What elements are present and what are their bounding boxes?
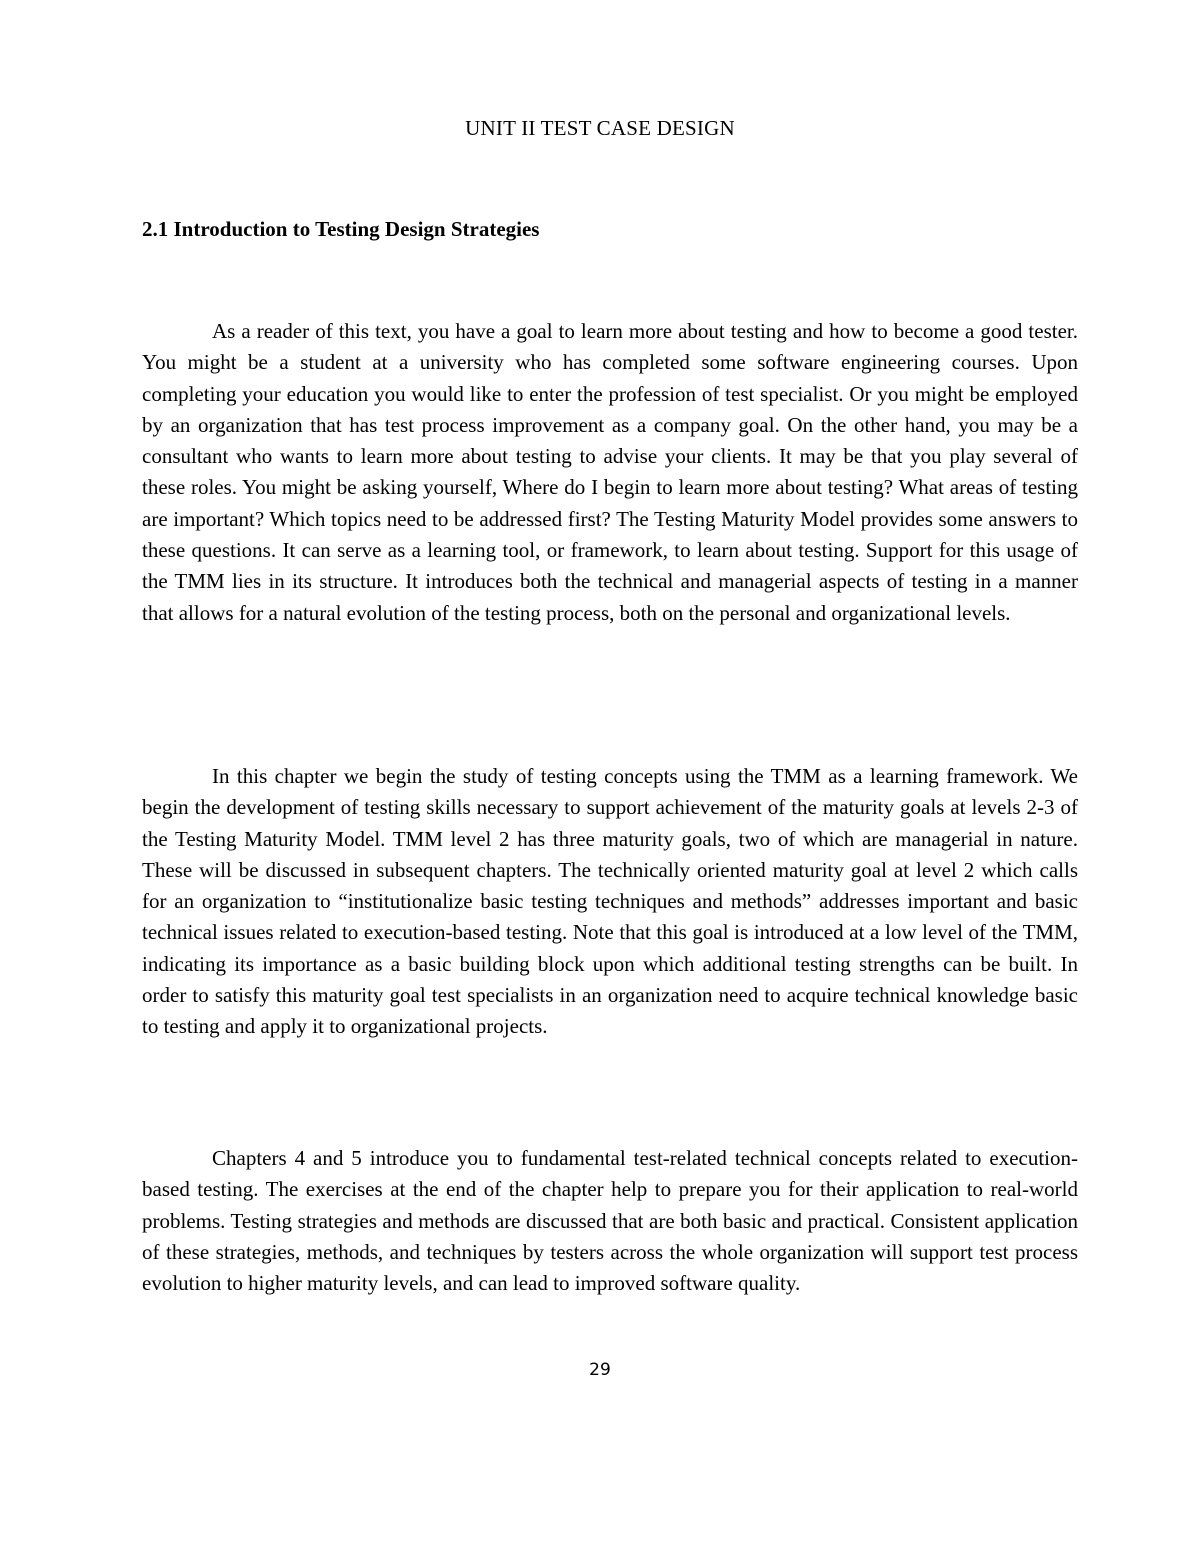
section-heading: 2.1 Introduction to Testing Design Strategies	[142, 217, 540, 241]
body-paragraph: As a reader of this text, you have a goal to learn more about testing and how to become a good tester. You might be a student at a university who has completed some software engineering courses. Upon completing your education you would like to enter the profession of test specialist. Or you might be employed by an organization that has test process improvement as a company goal. On the other hand, you may be a consultant who wants to learn more about testing to advise your clients. It may be that you play several of these roles. You might be asking yourself, Where do I begin to learn more about testing? What areas of testing are important? Which topics need to be addressed first? The Testing Maturity Model provides some answers to these questions. It can serve as a learning tool, or framework, to learn about testing. Support for this usage of the TMM lies in its structure. It introduces both the technical and managerial aspects of testing in a manner that allows for a natural evolution of the testing process, both on the personal and organizational levels.	[142, 319, 1078, 625]
body-paragraph: Chapters 4 and 5 introduce you to fundamental test-related technical concepts related to execution-based testing. The exercises at the end of the chapter help to prepare you for their application to real-world problems. Testing strategies and methods are discussed that are both basic and practical. Consistent application of these strategies, methods, and techniques by testers across the whole organization will support test process evolution to higher maturity levels, and can lead to improved software quality.	[142, 1146, 1078, 1296]
page-number: 29	[589, 1360, 611, 1380]
unit-title: UNIT II TEST CASE DESIGN	[465, 116, 735, 140]
body-paragraph: In this chapter we begin the study of testing concepts using the TMM as a learning framework. We begin the development of testing skills necessary to support achievement of the maturity goals at levels 2-3 of the Testing Maturity Model. TMM level 2 has three maturity goals, two of which are managerial in nature. These will be discussed in subsequent chapters. The technically oriented maturity goal at level 2 which calls for an organization to “institutionalize basic testing techniques and methods” addresses important and basic technical issues related to execution-based testing. Note that this goal is introduced at a low level of the TMM, indicating its importance as a basic building block upon which additional testing strengths can be built. In order to satisfy this maturity goal test specialists in an organization need to acquire technical knowledge basic to testing and apply it to organizational projects.	[142, 764, 1078, 1039]
